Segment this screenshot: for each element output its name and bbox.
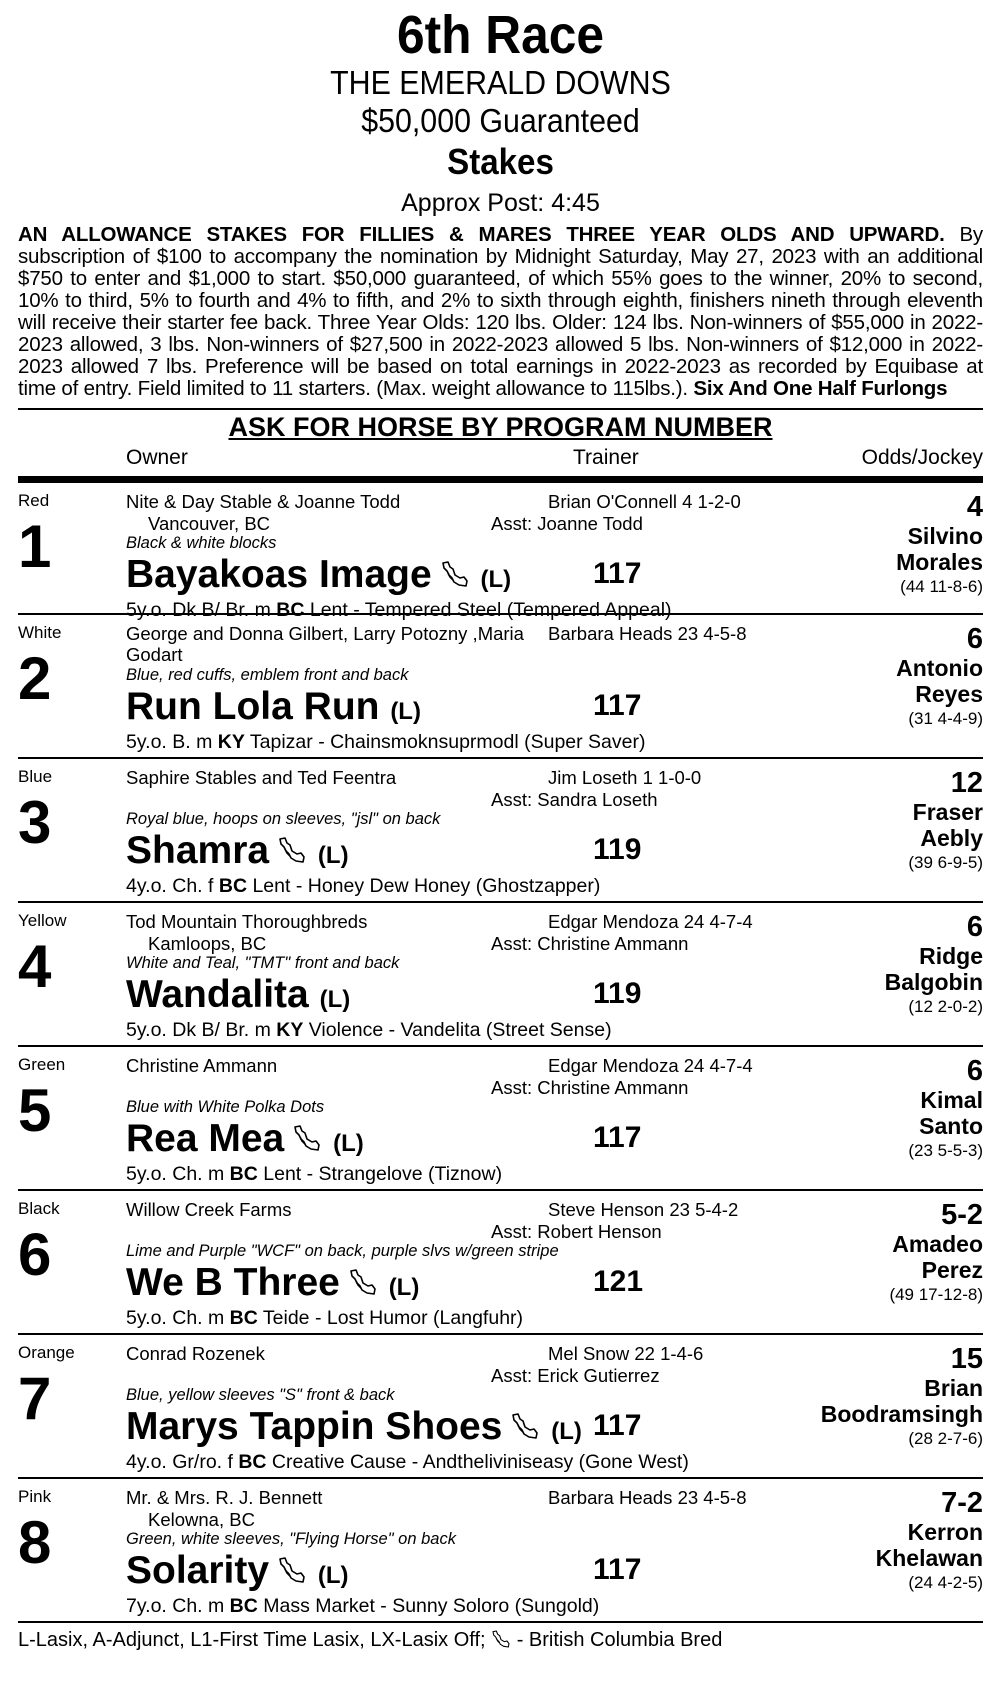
weight: 117 <box>593 1409 642 1442</box>
jockey-record: (31 4-4-9) <box>908 709 983 728</box>
jockey-last: Perez <box>921 1257 983 1283</box>
legend-text: L-Lasix, A-Adjunct, L1-First Time Lasix, LX-Lasix Off; <box>18 1629 492 1651</box>
jockey-first: Fraser <box>912 799 983 825</box>
medication: (L) <box>333 1130 364 1157</box>
medication: (L) <box>317 1562 349 1589</box>
odds-column-header: Odds/Jockey <box>861 446 983 469</box>
morning-line-odds: 15 <box>950 1343 983 1375</box>
jockey <box>753 799 983 851</box>
horse-entry-4 <box>18 903 983 1047</box>
horse-name: Marys Tappin Shoes <box>126 1405 503 1448</box>
ask-banner: ASK FOR HORSE BY PROGRAM NUMBER <box>18 408 983 442</box>
jockey-last: Boodramsingh <box>820 1401 983 1427</box>
owner-name: Christine Ammann <box>126 1055 278 1076</box>
horse-name-line <box>126 553 511 602</box>
silks-description: White and Teal, "TMT" front and back <box>126 954 400 972</box>
jockey-first: Ridge <box>919 943 983 969</box>
age-sex: 5y.o. Dk B/ Br. m <box>126 599 277 621</box>
horse-name: Bayakoas Image <box>126 553 432 596</box>
jockey-first: Brian <box>924 1375 983 1401</box>
race-distance: Six And One Half Furlongs <box>687 377 948 400</box>
weight: 119 <box>593 977 642 1010</box>
jockey-record: (39 6-9-5) <box>908 853 983 872</box>
jockey-record: (12 2-0-2) <box>908 997 983 1016</box>
silks-description: Royal blue, hoops on sleeves, "jsl" on back <box>126 810 441 828</box>
horse-entry-1 <box>18 483 983 621</box>
age-sex: 5y.o. Ch. m <box>126 1307 230 1329</box>
silks-description: Green, white sleeves, "Flying Horse" on back <box>126 1530 456 1548</box>
age-sex: 7y.o. Ch. m <box>126 1595 230 1617</box>
program-number: 3 <box>18 789 52 856</box>
jockey <box>753 1087 983 1139</box>
horse-entry-7 <box>18 1335 983 1479</box>
pedigree <box>126 875 600 898</box>
horse-entry-5 <box>18 1047 983 1191</box>
weight: 117 <box>593 1121 642 1154</box>
age-sex: 5y.o. Dk B/ Br. m <box>126 1019 277 1041</box>
trainer: Brian O'Connell 4 1-2-0 <box>548 491 741 512</box>
saddle-cloth-color: Green <box>18 1055 66 1074</box>
horse-name-line <box>126 1549 349 1598</box>
medication: (L) <box>388 1274 420 1301</box>
owner-location: Vancouver, BC <box>148 513 271 534</box>
conditions-lead: AN ALLOWANCE STAKES FOR FILLIES & MARES THREE YEAR OLDS AND UPWARD. <box>18 223 945 246</box>
jockey-first: Kimal <box>920 1087 983 1113</box>
jockey-last: Khelawan <box>875 1545 983 1571</box>
owner-name: Saphire Stables and Ted Feentra <box>126 767 397 788</box>
conditions-body: By subscription of $100 to accompany the nomination by Midnight Saturday, May 27, 2023 with an additional $750 to enter and $1,000 to start. $50,000 guaranteed, of which 55% goes to the winner, 20% to second, 10% to third, 5% to fourth and 4% to fifth, and 2% to sixth through eighth, finishers nineth through eleventh will receive their starter fee back. Three Year Olds: 120 lbs. Older: 124 lbs. Non-winners of $55,000 in 2022-2023 allowed, 3 lbs. Non-winners of $27,500 in 2022-2023 allowed 5 lbs. Non-winners of $12,000 in 2022-2023 allowed 7 lbs. Preference will be based on total earnings in 2022-2023 as recorded by Equibase at time of entry. Field limited to 11 starters. (Max. weight allowance to 115lbs.). <box>18 223 983 400</box>
morning-line-odds: 6 <box>966 911 983 943</box>
jockey-record: (23 5-5-3) <box>908 1141 983 1160</box>
jockey <box>753 523 983 575</box>
jockey-last: Reyes <box>915 681 983 707</box>
race-type: Stakes <box>447 141 554 182</box>
horse-name-line <box>126 829 349 878</box>
saddle-cloth-color: Blue <box>18 767 53 786</box>
trainer: Barbara Heads 23 4-5-8 <box>548 623 747 644</box>
saddle-cloth-color: Red <box>18 491 50 510</box>
jockey-last: Aebly <box>920 825 983 851</box>
program-number: 4 <box>18 933 52 1000</box>
age-sex: 4y.o. Ch. f <box>126 875 219 897</box>
saddle-cloth-color: Orange <box>18 1343 75 1362</box>
jockey-record: (28 2-7-6) <box>908 1429 983 1448</box>
sire-dam: Tapizar - Chainsmoknsuprmodl (Super Saver) <box>244 731 646 753</box>
jockey <box>753 1519 983 1571</box>
medication: (L) <box>319 986 351 1013</box>
saddle-cloth-color: Pink <box>18 1487 52 1506</box>
bc-map-icon <box>440 555 470 585</box>
morning-line-odds: 12 <box>950 767 983 799</box>
bc-map-icon <box>277 831 307 861</box>
trainer: Steve Henson 23 5-4-2 <box>548 1199 739 1220</box>
trainer: Barbara Heads 23 4-5-8 <box>548 1487 747 1508</box>
horse-entry-8 <box>18 1479 983 1623</box>
saddle-cloth-color: Black <box>18 1199 60 1218</box>
sire-dam: Violence - Vandelita (Street Sense) <box>303 1019 612 1041</box>
morning-line-odds: 6 <box>966 1055 983 1087</box>
program-number: 5 <box>18 1077 52 1144</box>
pedigree <box>126 1163 502 1186</box>
silks-description: Blue, red cuffs, emblem front and back <box>126 666 409 684</box>
pedigree <box>126 1307 523 1330</box>
weight: 119 <box>593 833 642 866</box>
horse-name-line <box>126 1117 364 1166</box>
horse-entry-3 <box>18 759 983 903</box>
pedigree <box>126 731 645 754</box>
jockey-last: Morales <box>896 549 983 575</box>
saddle-cloth-color: Yellow <box>18 911 67 930</box>
owner-name: Mr. & Mrs. R. J. Bennett <box>126 1487 323 1508</box>
horse-name: Shamra <box>126 829 270 872</box>
jockey <box>753 1375 983 1427</box>
horse-name-line <box>126 1405 582 1454</box>
medication: (L) <box>551 1418 582 1445</box>
sire-dam: Lent - Strangelove (Tiznow) <box>257 1163 503 1185</box>
horse-name-line <box>126 1261 419 1310</box>
jockey <box>753 655 983 707</box>
owner-name: Nite & Day Stable & Joanne Todd <box>126 491 401 512</box>
jockey <box>753 1231 983 1283</box>
legend-footer <box>18 1629 983 1652</box>
silks-description: Lime and Purple "WCF" on back, purple slvs w/green stripe <box>126 1242 559 1260</box>
post-time: Approx Post: 4:45 <box>401 189 600 217</box>
column-headers <box>18 442 983 483</box>
breeding-state: BC <box>238 1451 267 1473</box>
horse-name-line <box>126 973 350 1022</box>
assistant-trainer: Asst: Christine Ammann <box>491 933 689 954</box>
morning-line-odds: 4 <box>966 491 983 523</box>
horse-name: Rea Mea <box>126 1117 285 1160</box>
age-sex: 4y.o. Gr/ro. f <box>126 1451 239 1473</box>
jockey-record: (24 4-2-5) <box>908 1573 983 1592</box>
weight: 121 <box>593 1265 644 1298</box>
jockey-first: Silvino <box>907 523 983 549</box>
horse-name: Solarity <box>126 1549 270 1592</box>
owner-name: Conrad Rozenek <box>126 1343 265 1364</box>
breeding-state: BC <box>218 875 248 897</box>
trainer: Edgar Mendoza 24 4-7-4 <box>548 911 753 932</box>
sire-dam: Mass Market - Sunny Soloro (Sungold) <box>257 1595 600 1617</box>
assistant-trainer: Asst: Joanne Todd <box>491 513 643 534</box>
bc-map-icon <box>277 1551 307 1581</box>
saddle-cloth-color: White <box>18 623 62 642</box>
medication: (L) <box>480 566 512 593</box>
trainer: Mel Snow 22 1-4-6 <box>548 1343 704 1364</box>
morning-line-odds: 7-2 <box>941 1487 983 1519</box>
owner-column-header: Owner <box>126 446 188 469</box>
pedigree <box>126 1451 689 1474</box>
entries-list <box>18 483 983 1623</box>
weight: 117 <box>593 557 642 590</box>
owner-name: Tod Mountain Thoroughbreds <box>126 911 368 932</box>
jockey <box>753 943 983 995</box>
program-number: 1 <box>18 513 52 580</box>
race-number: 6th Race <box>396 5 605 65</box>
silks-description: Black & white blocks <box>126 534 277 552</box>
trainer: Jim Loseth 1 1-0-0 <box>548 767 702 788</box>
program-number: 8 <box>18 1509 52 1576</box>
trainer: Edgar Mendoza 24 4-7-4 <box>548 1055 753 1076</box>
jockey-first: Kerron <box>907 1519 983 1545</box>
jockey-last: Santo <box>919 1113 983 1139</box>
legend-bc-text: - British Columbia Bred <box>511 1629 723 1651</box>
assistant-trainer: Asst: Robert Henson <box>491 1221 662 1242</box>
breeding-state: BC <box>229 1163 258 1185</box>
assistant-trainer: Asst: Erick Gutierrez <box>491 1365 660 1386</box>
horse-name: Run Lola Run <box>126 685 380 728</box>
race-purse: $50,000 Guaranteed <box>361 102 640 139</box>
sire-dam: Lent - Honey Dew Honey (Ghostzapper) <box>247 875 601 897</box>
horse-name: We B Three <box>126 1261 340 1304</box>
breeding-state: KY <box>217 731 245 753</box>
breeding-state: BC <box>276 599 305 621</box>
breeding-state: BC <box>229 1595 258 1617</box>
bc-map-icon <box>510 1407 540 1437</box>
program-number: 6 <box>18 1221 52 1288</box>
silks-description: Blue, yellow sleeves "S" front & back <box>126 1386 395 1404</box>
sire-dam: Lent - Tempered Steel (Tempered Appeal) <box>304 599 672 621</box>
race-conditions <box>18 224 983 400</box>
morning-line-odds: 5-2 <box>941 1199 983 1231</box>
sire-dam: Creative Cause - Andtheliviniseasy (Gone West) <box>266 1451 689 1473</box>
owner-name: Willow Creek Farms <box>126 1199 292 1220</box>
horse-entry-6 <box>18 1191 983 1335</box>
sire-dam: Teide - Lost Humor (Langfuhr) <box>257 1307 524 1329</box>
trainer-column-header: Trainer <box>573 446 639 469</box>
horse-name: Wandalita <box>126 973 309 1016</box>
bc-map-icon <box>348 1263 378 1293</box>
horse-name-line <box>126 685 421 734</box>
program-number: 2 <box>18 645 52 712</box>
bc-map-icon <box>491 1629 511 1649</box>
jockey-last: Balgobin <box>884 969 983 995</box>
assistant-trainer: Asst: Sandra Loseth <box>491 789 658 810</box>
medication: (L) <box>390 698 421 725</box>
breeding-state: BC <box>229 1307 258 1329</box>
pedigree <box>126 1595 599 1618</box>
jockey-first: Amadeo <box>892 1231 983 1257</box>
owner-location: Kamloops, BC <box>148 933 267 954</box>
weight: 117 <box>593 689 642 722</box>
pedigree <box>126 1019 612 1042</box>
silks-description: Blue with White Polka Dots <box>126 1098 325 1116</box>
medication: (L) <box>317 842 349 869</box>
jockey-record: (44 11-8-6) <box>900 577 983 596</box>
bc-map-icon <box>292 1119 322 1149</box>
program-number: 7 <box>18 1365 52 1432</box>
morning-line-odds: 6 <box>966 623 983 655</box>
weight: 117 <box>593 1553 642 1586</box>
jockey-first: Antonio <box>896 655 983 681</box>
owner-name: George and Donna Gilbert, Larry Potozny ,Maria Godart <box>126 623 524 665</box>
age-sex: 5y.o. B. m <box>126 731 218 753</box>
assistant-trainer: Asst: Christine Ammann <box>491 1077 689 1098</box>
breeding-state: KY <box>276 1019 304 1041</box>
horse-entry-2 <box>18 615 983 759</box>
race-name: THE EMERALD DOWNS <box>330 64 671 101</box>
owner-location: Kelowna, BC <box>148 1509 255 1530</box>
jockey-record: (49 17-12-8) <box>889 1285 983 1304</box>
age-sex: 5y.o. Ch. m <box>126 1163 230 1185</box>
race-header <box>18 0 983 220</box>
